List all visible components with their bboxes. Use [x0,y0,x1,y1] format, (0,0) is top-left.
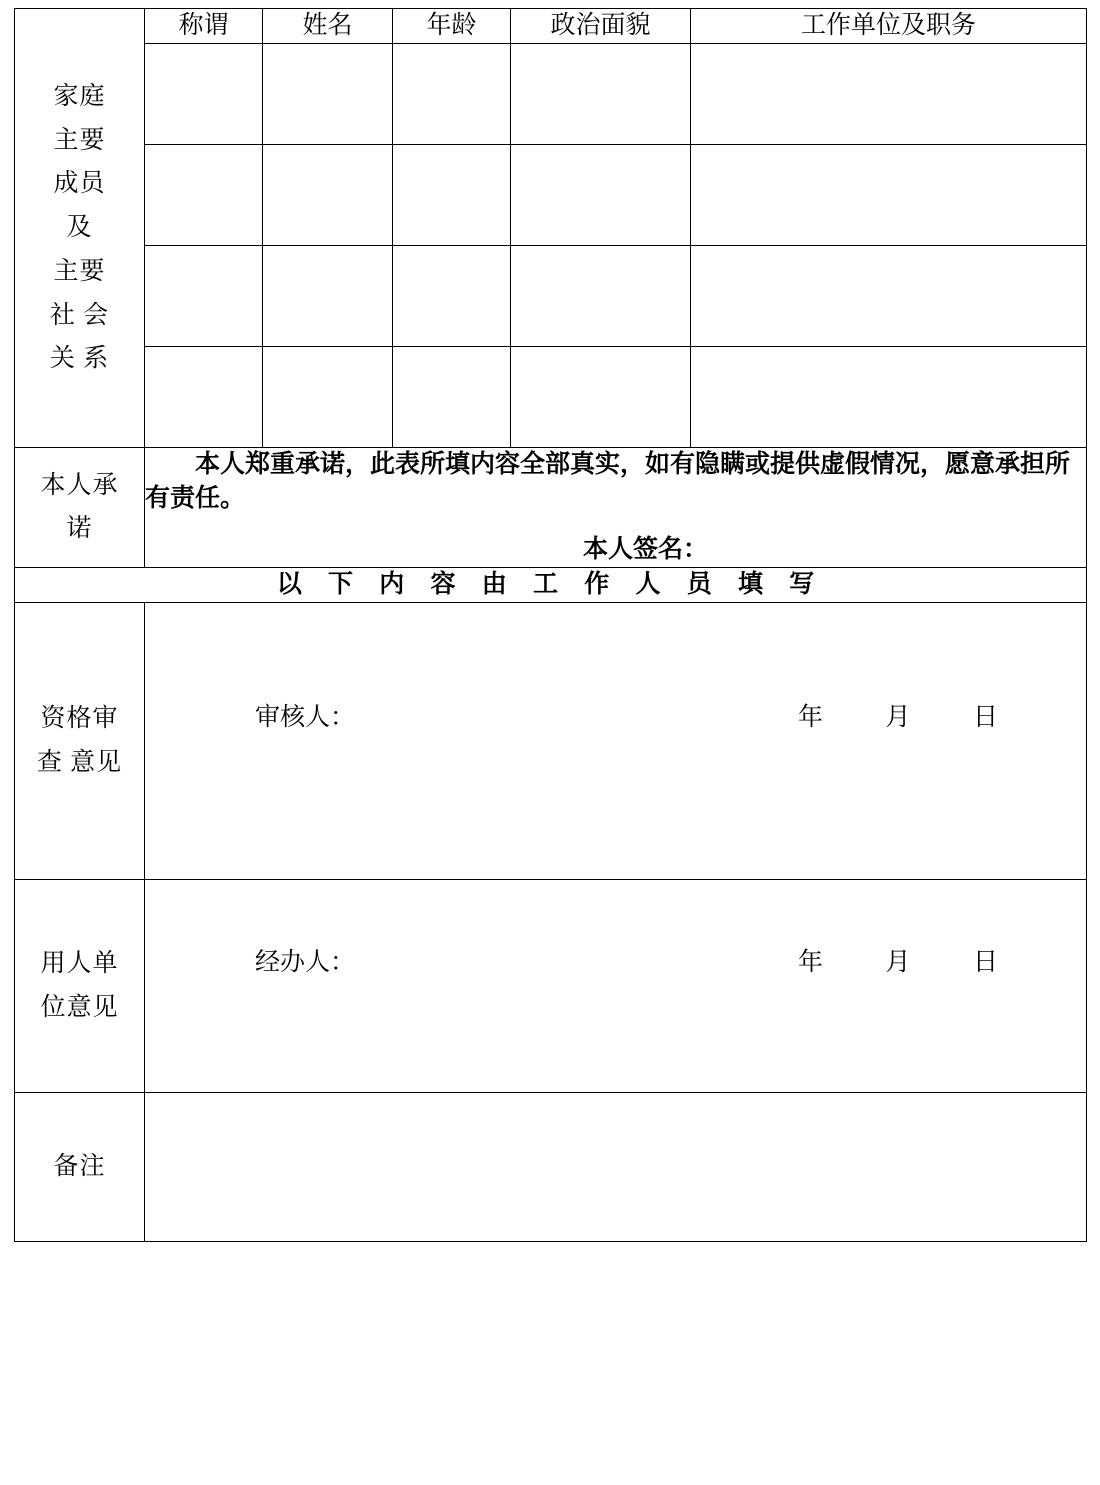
employer-day-label: 日 [972,948,1000,976]
qualification-signline [145,701,1086,781]
employer-opinion-cell[interactable] [145,879,1087,1092]
cell-employer-position-2[interactable] [691,144,1087,245]
employer-year-label: 年 [797,948,825,976]
family-header-row [15,9,1087,44]
cell-relation-3[interactable] [145,245,263,346]
cell-political-status-3[interactable] [511,245,691,346]
cell-employer-position-1[interactable] [691,43,1087,144]
column-header-age: 年龄 [393,9,511,44]
cell-name-3[interactable] [263,245,393,346]
column-header-name: 姓名 [263,9,393,44]
cell-relation-2[interactable] [145,144,263,245]
promise-text: 本人郑重承诺，此表所填内容全部真实，如有隐瞒或提供虚假情况，愿意承担所有责任。 [145,450,1071,512]
qualification-signer-label[interactable]: 审核人： [255,703,356,731]
qualification-day-label: 日 [972,703,1000,731]
family-section-label [15,9,145,448]
cell-employer-position-3[interactable] [691,245,1087,346]
family-label-line-2: 主要 [53,126,106,154]
employer-row [15,879,1087,1092]
personnel-registration-table [14,8,1087,1242]
cell-name-4[interactable] [263,346,393,447]
cell-relation-4[interactable] [145,346,263,447]
cell-age-3[interactable] [393,245,511,346]
remark-content-cell[interactable] [145,1092,1087,1241]
employer-label-line-2: 位意见 [40,993,119,1021]
cell-name-2[interactable] [263,144,393,245]
promise-content-cell [145,447,1087,567]
family-member-row-3 [15,245,1087,346]
remark-label: 备注 [15,1092,145,1241]
column-header-employer-position: 工作单位及职务 [691,9,1087,44]
column-header-political-status: 政治面貌 [511,9,691,44]
family-member-row-2 [15,144,1087,245]
qualification-label-line-2: 查 意见 [36,748,123,776]
cell-political-status-1[interactable] [511,43,691,144]
cell-relation-1[interactable] [145,43,263,144]
employer-signline [145,946,1086,1026]
cell-employer-position-4[interactable] [691,346,1087,447]
promise-label-line-2: 诺 [66,515,93,543]
family-member-row-1 [15,43,1087,144]
qualification-year-label: 年 [797,703,825,731]
family-label-line-1: 家庭 [53,82,106,110]
family-member-row-4 [15,346,1087,447]
family-label-line-6: 社 会 [49,301,110,329]
cell-age-4[interactable] [393,346,511,447]
cell-political-status-4[interactable] [511,346,691,447]
promise-signature-label[interactable]: 本人签名： [582,536,708,564]
promise-label-line-1: 本人承 [40,471,119,499]
qualification-section-label [15,602,145,879]
promise-row [15,447,1087,567]
qualification-date-line[interactable] [798,701,1086,735]
cell-age-2[interactable] [393,144,511,245]
family-label-line-4: 及 [66,214,93,241]
remark-row [15,1092,1087,1241]
qualification-month-label: 月 [885,703,913,731]
cell-age-1[interactable] [393,43,511,144]
qualification-row [15,602,1087,879]
employer-section-label [15,879,145,1092]
employer-label-line-1: 用人单 [40,950,119,977]
employer-date-line[interactable] [798,946,1086,980]
column-header-relation: 称谓 [145,9,263,44]
family-label-line-7: 关 系 [49,345,110,373]
staff-section-banner: 以 下 内 容 由 工 作 人 员 填 写 [15,568,1087,603]
family-label-line-5: 主要 [53,257,106,285]
qualification-opinion-cell[interactable] [145,602,1087,879]
cell-name-1[interactable] [263,43,393,144]
cell-political-status-2[interactable] [511,144,691,245]
qualification-label-line-1: 资格审 [40,705,119,732]
employer-signer-label[interactable]: 经办人： [255,948,356,976]
family-label-line-3: 成员 [53,170,106,198]
employer-month-label: 月 [885,948,913,976]
staff-banner-row [15,568,1087,603]
promise-section-label [15,447,145,567]
